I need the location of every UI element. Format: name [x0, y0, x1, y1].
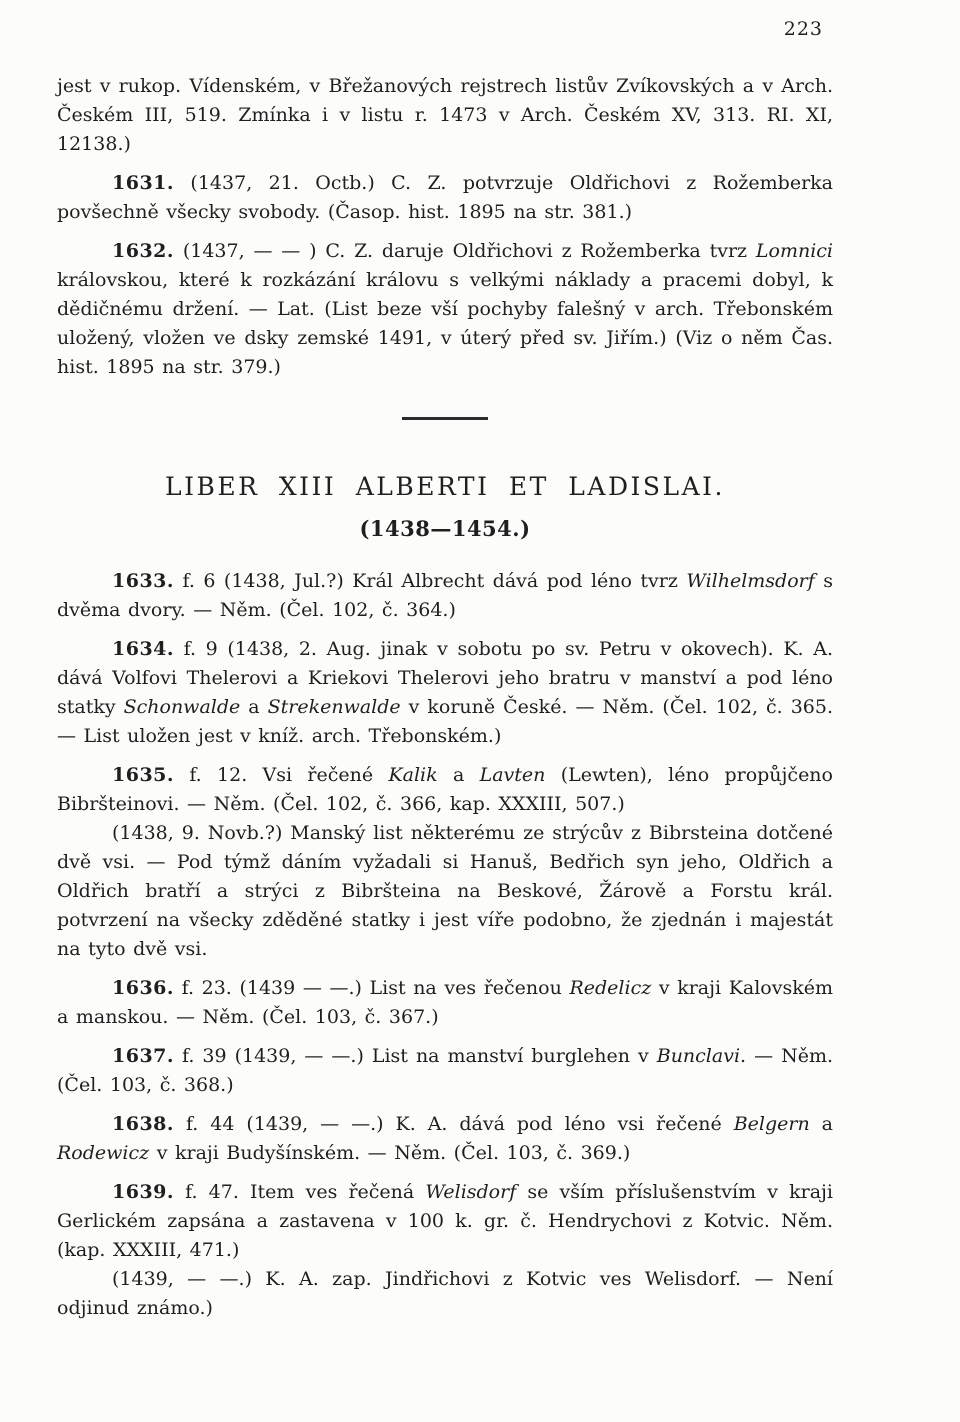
text-run: a: [437, 764, 480, 786]
place-name-italic: Belgern: [733, 1113, 810, 1135]
text-run: v koruně České. — Něm. (Čel. 102, č. 365. — List uložen jest v kníž. arch. Třebonském.): [57, 696, 834, 747]
divider-rule: [402, 417, 488, 420]
place-name-italic: Schonwalde: [123, 696, 241, 718]
text-run: . — Něm. (Čel. 103, č. 368.): [57, 1045, 834, 1096]
place-name-italic: Strekenwalde: [267, 696, 401, 718]
entry-paragraph: [57, 974, 833, 1032]
place-name-italic: Kalik: [388, 764, 438, 786]
entry-paragraph: [57, 1042, 833, 1100]
text-block: [57, 72, 833, 1323]
section-title: LIBER XIII ALBERTI ET LADISLAI.: [165, 472, 725, 501]
paragraph: [57, 72, 833, 159]
text-run: (1437, — — ) C. Z. daruje Oldřichovi z Rožemberka tvrz: [174, 240, 756, 262]
section-years: (1438—1454.): [359, 516, 531, 541]
entry-number: 1635.: [112, 764, 174, 786]
entry-number: 1634.: [112, 638, 174, 660]
front-paragraphs: [57, 72, 833, 382]
text-run: f. 6 (1438, Jul.?) Král Albrecht dává pod léno tvrz: [174, 570, 687, 592]
page-number: 223: [783, 18, 823, 40]
text-run: v kraji Kalovském a manskou. — Něm. (Čel. 103, č. 367.): [57, 977, 833, 1028]
text-run: jest v rukop. Vídenském, v Břežanových rejstrech listův Zvíkovských a v Arch. Českém III, 519. Zmínka i v listu r. 1473 v Arch. Českém XV, 313. RI. XI, 12138.): [57, 75, 833, 155]
entry-number: 1636.: [112, 977, 174, 999]
text-run: v kraji Budyšínském. — Něm. (Čel. 103, č. 369.): [149, 1142, 631, 1164]
entry-paragraphs: [57, 567, 833, 1323]
entry-number: 1638.: [112, 1113, 174, 1135]
text-run: se vším příslušenstvím v kraji Gerlickém zapsána a zastavena v 100 k. gr. č. Hendrychovi z Kotvic. Něm. (kap. XXXIII, 471.): [57, 1181, 833, 1261]
place-name-italic: Redelicz: [569, 977, 652, 999]
entry-paragraph: [57, 761, 833, 819]
entry-number: 1637.: [112, 1045, 174, 1067]
text-run: f. 44 (1439, — —.) K. A. dává pod léno vsi řečené: [174, 1113, 734, 1135]
entry-paragraph: [57, 169, 833, 227]
text-run: f. 39 (1439, — —.) List na manství burglehen v: [174, 1045, 657, 1067]
text-run: f. 9 (1438, 2. Aug. jinak v sobotu po sv. Petru v okovech). K. A. dává Volfovi Thelerovi a Kriekovi Thelerovi jeho bratru v manství a pod léno statky: [57, 638, 833, 718]
text-run: a: [240, 696, 268, 718]
text-run: f. 12. Vsi řečené: [174, 764, 389, 786]
entry-paragraph: [57, 1178, 833, 1265]
entry-number: 1632.: [112, 240, 174, 262]
place-name-italic: Lavten: [479, 764, 546, 786]
text-run: a: [809, 1113, 833, 1135]
text-run: (1439, — —.) K. A. zap. Jindřichovi z Kotvic ves Welisdorf. — Není odjinud známo.): [57, 1268, 833, 1319]
text-run: f. 47. Item ves řečená: [174, 1181, 426, 1203]
text-run: královskou, které k rozkázání královu s velkými náklady a pracemi dobyl, k dědičnému držení. — Lat. (List beze vší pochyby falešný v arch. Třebonském uložený, vložen ve dsky zemské 1491, v úterý před sv. Jiřím.) (Viz o něm Čas. hist. 1895 na str. 379.): [57, 269, 833, 378]
text-run: s dvěma dvory. — Něm. (Čel. 102, č. 364.): [57, 570, 833, 621]
entry-paragraph: [57, 567, 833, 625]
text-run: f. 23. (1439 — —.) List na ves řečenou: [174, 977, 570, 999]
text-run: (1438, 9. Novb.?) Manský list některému ze strýcův z Bibrsteina dotčené dvě vsi. — Pod týmž dáním vyžadali si Hanuš, Bedřich syn jeho, Oldřich a Oldřich bratří a strýci z Bibršteina na Beskové, Žárově a Forstu král. potvrzení na všecky zděděné statky i jest víře podobno, že zjednán i majestát na tyto dvě vsi.: [57, 822, 833, 960]
paragraph: [57, 819, 833, 964]
entry-number: 1639.: [112, 1181, 174, 1203]
place-name-italic: Bunclavi: [656, 1045, 741, 1067]
entry-number: 1631.: [112, 172, 174, 194]
entry-paragraph: [57, 1110, 833, 1168]
place-name-italic: Wilhelmsdorf: [686, 570, 815, 592]
paragraph: [57, 1265, 833, 1323]
place-name-italic: Lomnici: [755, 240, 833, 262]
entry-paragraph: [57, 237, 833, 382]
section-divider: [57, 414, 833, 420]
entry-paragraph: [57, 635, 833, 751]
text-run: (Lewten), léno propůjčeno Bibršteinovi. — Něm. (Čel. 102, č. 366, kap. XXXIII, 507.): [57, 764, 833, 815]
place-name-italic: Welisdorf: [425, 1181, 517, 1203]
entry-number: 1633.: [112, 570, 174, 592]
place-name-italic: Rodewicz: [57, 1142, 150, 1164]
text-run: (1437, 21. Octb.) C. Z. potvrzuje Oldřichovi z Rožemberka povšechně všecky svobody. (Časop. hist. 1895 na str. 381.): [57, 172, 833, 223]
